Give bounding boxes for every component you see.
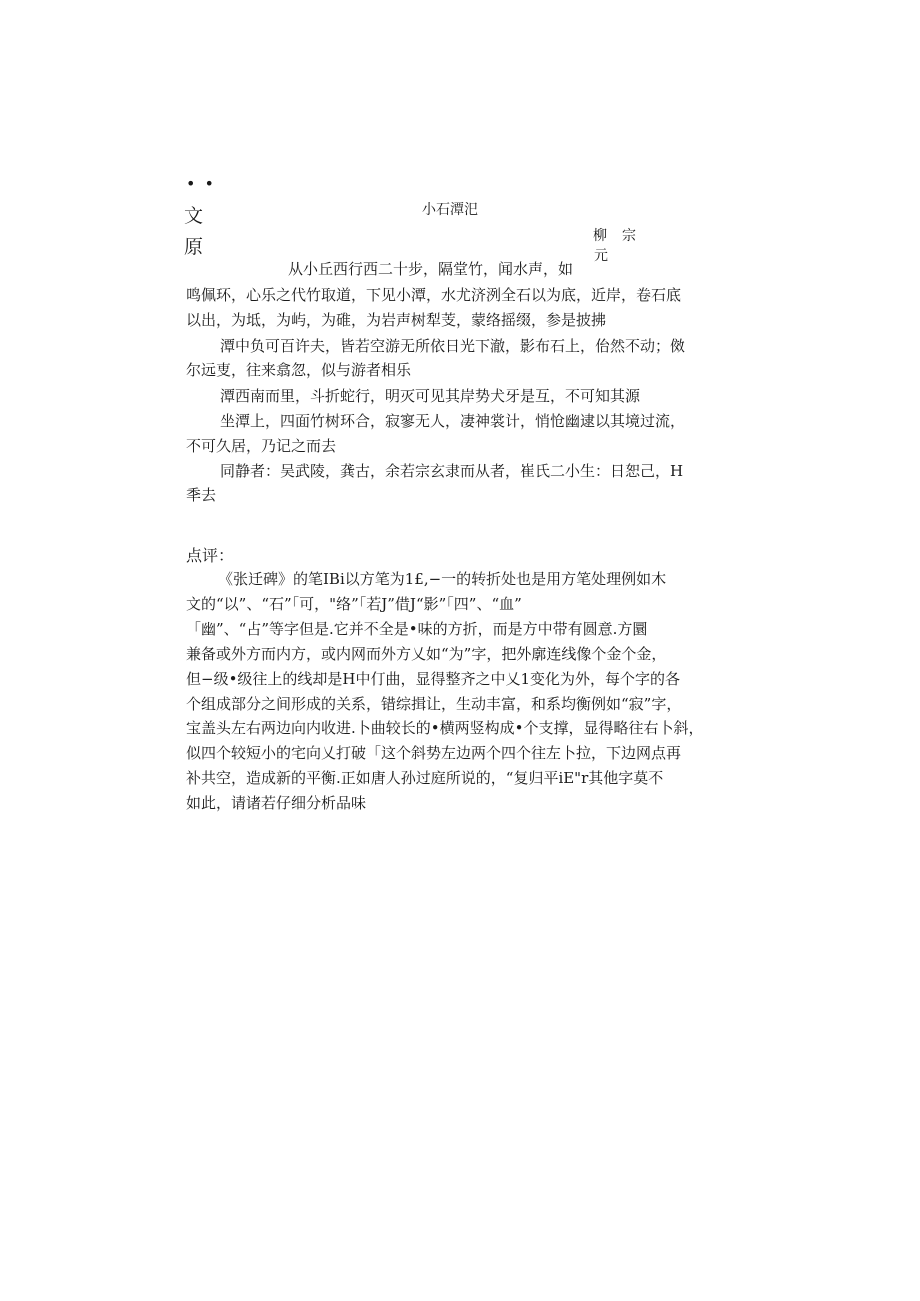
text-line: 不可久居，乃记之而去: [186, 437, 337, 455]
text-line: 从小丘西行西二十步，隔堂竹，闻水声，如: [288, 260, 574, 278]
text-line: 以出，为坻，为屿，为碓，为岩声树犁芰，蒙络摇缀，参是披拂: [186, 311, 607, 329]
text-line: 同静者：吴武陵，龚古，余若宗玄隶而从者，崔氏二小生：日恕己，H: [220, 462, 684, 480]
text-line: 坐潭上，四面竹树环合，寂寥无人，凄神裳计，悄怆幽逮以其境过流，: [220, 412, 686, 430]
commentary-line: 兼备或外方而内方，或内网而外方乂如“为”字，把外廓连线像个金个金，: [186, 645, 667, 663]
section-label-wen: 文: [184, 205, 204, 227]
author-char-3: 元: [594, 248, 608, 264]
commentary-line: 文的“以”、“石”「可，"络”「若J”借J“影”「四”、“血”: [186, 595, 522, 613]
commentary-line: 但−级•级往上的线却是H中仃曲，显得整齐之中乂1变化为外，每个字的各: [186, 670, 681, 688]
text-line: 潭西南而里，斗折蛇行，明灭可见其岸势犬牙是互，不可知其源: [220, 387, 641, 405]
text-line: 鸣佩环，心乐之代竹取道，下见小潭，水尤济洌全石以为底，近岸，卷石底: [186, 286, 682, 304]
text-line: 尔远叓，往来翕忽，似与游者相乐: [186, 361, 412, 379]
text-line: 秊去: [186, 486, 217, 504]
header-dots: • •: [186, 174, 216, 193]
author-char-1: 柳: [593, 228, 607, 244]
commentary-line: 补共空，造成新的平衡.正如唐人孙过庭所说的，“复归平iE"r其他字莫不: [186, 769, 664, 787]
commentary-line: 《张迁碑》的笔IBi以方笔为1£,−一的转折处也是用方笔处理例如木: [218, 570, 667, 588]
commentary-line: 宝盖头左右两边向内收进.卜曲较长的•横两竖构成•个支撑，显得略往右卜斜，: [186, 719, 704, 737]
commentary-heading: 点评：: [186, 546, 235, 565]
section-label-yuan: 原: [184, 236, 204, 258]
commentary-line: 如此，请诸若仔细分析品味: [186, 794, 367, 812]
commentary-line: 似四个较短小的宅向乂打破「这个斜势左边两个四个往左卜拉，下边网点再: [186, 744, 682, 762]
commentary-line: 「幽”、“占”等字但是.它并不全是•味的方折，而是方中带有圆意.方圜: [186, 620, 648, 638]
page-title: 小石潭汜: [422, 202, 478, 218]
author-char-2: 宗: [622, 228, 636, 244]
commentary-line: 个组成部分之间形成的关系，错综揖让，生动丰富，和系均衡例如“寂”字，: [186, 695, 682, 713]
text-line: 潭中负可百许夫，皆若空游无所依日光下澈，影布石上，佁然不动；傚: [220, 337, 686, 355]
